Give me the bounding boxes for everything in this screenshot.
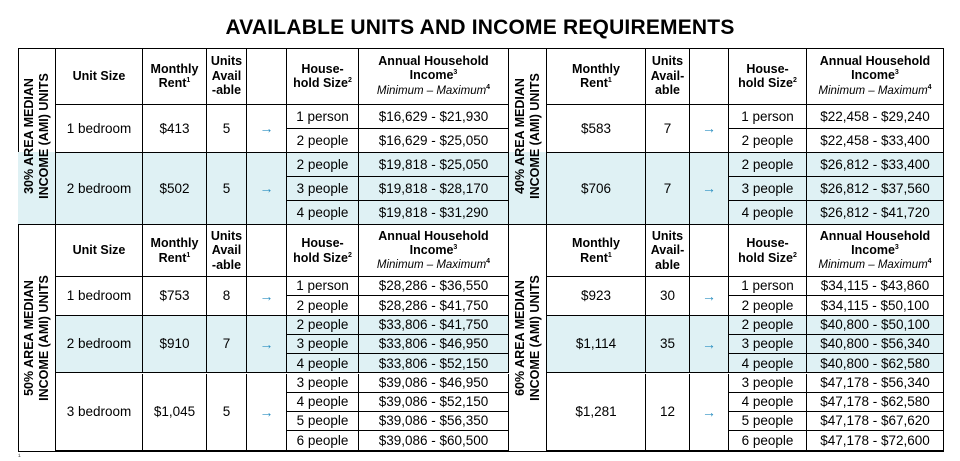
income-range-cell (359, 335, 509, 354)
income-range-value: $40,800 - $50,100 (820, 316, 930, 332)
household-size-cell (287, 296, 359, 315)
household-size-value: 5 people (741, 413, 794, 429)
household-footnote-mark: 2 (792, 251, 797, 259)
rent-footnote-mark: 1 (186, 251, 191, 259)
units-available-value: 7 (663, 180, 672, 196)
income-range-value: $16,629 - $25,050 (378, 132, 489, 148)
header-arrow-blank (690, 48, 729, 105)
units-available-value: 5 (222, 180, 231, 196)
monthly-rent-cell (143, 374, 207, 451)
household-size-value: 3 people (296, 336, 349, 352)
income-range-cell (359, 316, 509, 335)
units-available-value: 7 (222, 336, 231, 352)
monthly-rent-cell (143, 316, 207, 374)
header-arrow-blank (690, 225, 729, 277)
household-size-value: 2 people (741, 297, 794, 313)
income-range-cell (807, 335, 944, 354)
household-size-cell (287, 277, 359, 296)
household-size-cell (729, 105, 807, 129)
units-available-value: 5 (222, 120, 231, 136)
monthly-rent-cell (547, 374, 646, 451)
header-income-text: Annual Household Income$^3$ Minimum – Maximum$^4$ (376, 228, 491, 272)
min-max-footnote-mark: 4 (486, 258, 491, 266)
arrow-icon: → (259, 335, 274, 352)
household-size-cell (729, 354, 807, 373)
income-range-cell (359, 277, 509, 296)
household-size-value: 3 people (741, 180, 794, 196)
household-footnote-mark: 2 (347, 76, 352, 84)
household-size-value: 3 people (296, 180, 349, 196)
arrow-cell (690, 153, 729, 225)
header-annual-income (807, 48, 944, 105)
unit-size-value: 1 bedroom (66, 288, 132, 304)
min-max-label: Minimum – Maximum (818, 84, 928, 97)
income-range-value: $39,086 - $56,350 (378, 413, 489, 429)
income-range-cell (807, 431, 944, 450)
header-monthly-rent (143, 225, 207, 277)
header-monthly-rent (547, 48, 646, 105)
units-available-cell (646, 374, 690, 451)
income-range-cell (807, 374, 944, 393)
income-range-cell (359, 431, 509, 450)
ami-side-label-box (18, 48, 56, 225)
household-size-cell (287, 316, 359, 335)
arrow-icon: → (259, 403, 274, 420)
household-size-value: 2 people (741, 132, 794, 148)
units-available-cell (207, 316, 247, 374)
arrow-cell (690, 277, 729, 316)
ami-side-label-box (509, 48, 547, 225)
household-size-cell (287, 105, 359, 129)
monthly-rent-cell (547, 105, 646, 153)
units-available-value: 8 (222, 288, 231, 304)
ami-side-label: 50% AREA MEDIAN INCOME (AMI) UNITS (21, 275, 51, 401)
income-range-cell (807, 393, 944, 412)
units-available-cell (646, 277, 690, 316)
income-range-value: $19,818 - $25,050 (378, 156, 489, 172)
min-max-footnote-mark: 4 (927, 258, 932, 266)
household-size-cell (729, 277, 807, 296)
household-size-value: 2 people (741, 156, 794, 172)
household-footnote-mark: 2 (347, 251, 352, 259)
min-max-footnote-mark: 4 (486, 83, 491, 91)
rent-footnote-mark: 1 (607, 76, 612, 84)
household-size-value: 4 people (296, 355, 349, 371)
ami-side-label: 60% AREA MEDIAN INCOME (AMI) UNITS (512, 275, 542, 401)
arrow-cell (690, 316, 729, 374)
monthly-rent-value: $706 (580, 180, 612, 196)
arrow-cell (247, 153, 287, 225)
household-size-value: 1 person (296, 278, 349, 294)
income-range-value: $28,286 - $36,550 (378, 278, 489, 294)
unit-size-cell (56, 277, 143, 316)
income-range-cell (807, 412, 944, 431)
household-size-value: 3 people (296, 374, 349, 390)
income-range-value: $33,806 - $52,150 (378, 355, 489, 371)
header-rent-text: Monthly Rent$^1$ (150, 61, 199, 90)
income-range-value: $28,286 - $41,750 (378, 297, 489, 313)
header-income-text: Annual Household Income$^3$ Minimum – Maximum$^4$ (818, 228, 932, 272)
household-size-value: 4 people (296, 204, 349, 220)
unit-size-value: 1 bedroom (66, 120, 132, 136)
income-range-cell (807, 354, 944, 373)
arrow-cell (247, 374, 287, 451)
income-range-cell (807, 277, 944, 296)
monthly-rent-value: $1,114 (575, 336, 617, 352)
income-range-value: $40,800 - $62,580 (820, 355, 930, 371)
household-size-cell (287, 129, 359, 153)
header-units-available (646, 48, 690, 105)
monthly-rent-value: $1,045 (153, 403, 196, 419)
header-annual-income (807, 225, 944, 277)
household-size-cell (287, 335, 359, 354)
header-rent-text: Monthly Rent$^1$ (572, 61, 620, 90)
household-size-cell (729, 374, 807, 393)
arrow-cell (247, 105, 287, 153)
header-units-available (207, 48, 247, 105)
household-size-cell (729, 201, 807, 225)
income-range-value: $22,458 - $29,240 (820, 108, 930, 124)
household-size-cell (729, 393, 807, 412)
header-units-text: Units Avail -able (210, 228, 243, 272)
income-footnote-mark: 3 (453, 243, 458, 251)
household-size-value: 6 people (296, 432, 349, 448)
units-available-cell (646, 316, 690, 374)
header-rent-text: Monthly Rent$^1$ (572, 236, 620, 265)
header-household-size (287, 48, 359, 105)
footnote-fragment: ¹ (18, 452, 21, 461)
ami-side-label: 40% AREA MEDIAN INCOME (AMI) UNITS (512, 73, 542, 199)
monthly-rent-value: $583 (580, 120, 612, 136)
income-range-cell (359, 374, 509, 393)
header-units-available (207, 225, 247, 277)
arrow-cell (690, 105, 729, 153)
income-range-cell (807, 316, 944, 335)
household-size-cell (287, 393, 359, 412)
units-available-cell (646, 153, 690, 225)
household-size-cell (287, 412, 359, 431)
arrow-icon: → (259, 120, 274, 137)
income-footnote-mark: 3 (453, 69, 458, 77)
income-range-value: $19,818 - $31,290 (378, 204, 489, 220)
monthly-rent-value: $1,281 (575, 403, 617, 419)
monthly-rent-cell (547, 153, 646, 225)
monthly-rent-cell (547, 316, 646, 374)
household-size-value: 2 people (296, 316, 349, 332)
unit-size-value: 3 bedroom (66, 403, 132, 419)
units-available-value: 12 (659, 403, 676, 419)
units-available-value: 7 (663, 120, 672, 136)
household-size-cell (287, 153, 359, 177)
income-range-cell (807, 177, 944, 201)
income-range-value: $34,115 - $43,860 (820, 278, 930, 294)
household-size-cell (287, 431, 359, 450)
household-size-value: 1 person (741, 108, 794, 124)
household-size-value: 3 people (741, 374, 794, 390)
income-range-value: $39,086 - $52,150 (378, 394, 489, 410)
household-size-value: 4 people (741, 355, 794, 371)
arrow-icon: → (259, 287, 274, 304)
ami-side-label-box (18, 225, 56, 452)
household-footnote-mark: 2 (792, 76, 797, 84)
min-max-label: Minimum – Maximum (818, 259, 928, 272)
header-units-text: Units Avail- able (650, 54, 685, 98)
units-available-value: 30 (659, 288, 676, 304)
income-range-value: $26,812 - $37,560 (820, 180, 930, 196)
units-available-cell (207, 374, 247, 451)
header-unit-size-label: Unit Size (72, 68, 126, 83)
household-size-cell (729, 412, 807, 431)
household-size-value: 1 person (741, 278, 794, 294)
household-size-cell (287, 374, 359, 393)
header-units-available (646, 225, 690, 277)
income-range-value: $40,800 - $56,340 (820, 336, 930, 352)
arrow-icon: → (702, 180, 716, 197)
household-size-value: 4 people (296, 394, 349, 410)
household-size-value: 4 people (741, 204, 794, 220)
income-range-cell (359, 296, 509, 315)
page-title: AVAILABLE UNITS AND INCOME REQUIREMENTS (225, 16, 735, 39)
header-monthly-rent (547, 225, 646, 277)
header-unit-size (56, 225, 143, 277)
arrow-cell (247, 277, 287, 316)
income-range-cell (359, 412, 509, 431)
income-range-cell (807, 296, 944, 315)
units-available-value: 35 (659, 336, 676, 352)
income-range-value: $47,178 - $67,620 (820, 413, 930, 429)
household-size-cell (287, 354, 359, 373)
household-size-cell (729, 431, 807, 450)
min-max-label: Minimum – Maximum (376, 84, 487, 97)
household-size-value: 4 people (741, 394, 794, 410)
header-household-text: House- hold Size$^2$ (293, 236, 352, 265)
header-annual-income (359, 225, 509, 277)
income-range-value: $19,818 - $28,170 (378, 180, 489, 196)
monthly-rent-cell (143, 277, 207, 316)
arrow-icon: → (702, 403, 716, 420)
header-income-text: Annual Household Income$^3$ Minimum – Maximum$^4$ (818, 54, 932, 97)
arrow-icon: → (259, 180, 274, 197)
arrow-icon: → (702, 120, 716, 137)
household-size-value: 1 person (296, 108, 349, 124)
monthly-rent-cell (547, 277, 646, 316)
income-range-cell (807, 129, 944, 153)
ami-side-label: 30% AREA MEDIAN INCOME (AMI) UNITS (21, 73, 51, 199)
min-max-label: Minimum – Maximum (376, 259, 487, 272)
header-income-text: Annual Household Income$^3$ Minimum – Maximum$^4$ (376, 54, 491, 97)
header-arrow-blank (247, 225, 287, 277)
household-size-cell (729, 129, 807, 153)
monthly-rent-value: $753 (159, 288, 190, 304)
rent-footnote-mark: 1 (607, 251, 612, 259)
arrow-icon: → (702, 287, 716, 304)
income-range-cell (359, 153, 509, 177)
arrow-icon: → (702, 335, 716, 352)
monthly-rent-value: $923 (580, 288, 612, 304)
units-available-cell (646, 105, 690, 153)
unit-size-cell (56, 153, 143, 225)
income-range-cell (359, 129, 509, 153)
header-annual-income (359, 48, 509, 105)
header-arrow-blank (247, 48, 287, 105)
unit-size-cell (56, 316, 143, 374)
income-footnote-mark: 3 (894, 243, 899, 251)
income-range-cell (359, 177, 509, 201)
household-size-value: 2 people (296, 297, 349, 313)
income-range-value: $47,178 - $72,600 (820, 432, 930, 448)
header-unit-size-label: Unit Size (72, 243, 126, 258)
household-size-value: 5 people (296, 413, 349, 429)
unit-size-value: 2 bedroom (66, 180, 132, 196)
header-units-text: Units Avail -able (210, 54, 243, 98)
units-available-cell (207, 105, 247, 153)
household-size-cell (729, 153, 807, 177)
income-range-value: $47,178 - $56,340 (820, 374, 930, 390)
income-range-cell (359, 354, 509, 373)
household-size-value: 2 people (741, 316, 794, 332)
household-size-value: 6 people (741, 432, 794, 448)
household-size-value: 2 people (296, 156, 349, 172)
units-available-cell (207, 277, 247, 316)
unit-size-cell (56, 374, 143, 451)
household-size-cell (729, 316, 807, 335)
arrow-cell (690, 374, 729, 451)
arrow-cell (247, 316, 287, 374)
household-size-cell (729, 177, 807, 201)
header-household-size (729, 48, 807, 105)
income-range-value: $34,115 - $50,100 (820, 297, 930, 313)
income-range-value: $47,178 - $62,580 (820, 394, 930, 410)
monthly-rent-value: $413 (159, 120, 190, 136)
income-range-value: $26,812 - $41,720 (820, 204, 930, 220)
income-footnote-mark: 3 (894, 69, 899, 77)
household-size-cell (287, 201, 359, 225)
income-range-cell (807, 201, 944, 225)
household-size-cell (287, 177, 359, 201)
rent-footnote-mark: 1 (186, 76, 191, 84)
income-range-value: $39,086 - $46,950 (378, 374, 489, 390)
monthly-rent-value: $502 (159, 180, 190, 196)
min-max-footnote-mark: 4 (927, 83, 932, 91)
income-range-cell (807, 105, 944, 129)
household-size-value: 2 people (296, 132, 349, 148)
header-household-size (729, 225, 807, 277)
header-units-text: Units Avail- able (650, 228, 685, 272)
header-unit-size (56, 48, 143, 105)
income-range-value: $33,806 - $46,950 (378, 336, 489, 352)
income-range-value: $26,812 - $33,400 (820, 156, 930, 172)
monthly-rent-cell (143, 105, 207, 153)
monthly-rent-cell (143, 153, 207, 225)
household-size-cell (729, 335, 807, 354)
units-available-cell (207, 153, 247, 225)
monthly-rent-value: $910 (159, 336, 190, 352)
units-available-value: 5 (222, 403, 231, 419)
header-household-text: House- hold Size$^2$ (738, 236, 797, 265)
income-range-cell (359, 201, 509, 225)
income-range-value: $16,629 - $21,930 (378, 108, 489, 124)
header-monthly-rent (143, 48, 207, 105)
income-range-value: $39,086 - $60,500 (378, 432, 489, 448)
income-range-cell (359, 105, 509, 129)
unit-size-cell (56, 105, 143, 153)
header-household-text: House- hold Size$^2$ (293, 61, 352, 90)
header-household-text: House- hold Size$^2$ (738, 61, 797, 90)
income-range-value: $22,458 - $33,400 (820, 132, 930, 148)
income-range-cell (807, 153, 944, 177)
header-household-size (287, 225, 359, 277)
income-range-value: $33,806 - $41,750 (378, 316, 489, 332)
ami-side-label-box (509, 225, 547, 452)
income-range-cell (359, 393, 509, 412)
header-rent-text: Monthly Rent$^1$ (150, 236, 199, 265)
unit-size-value: 2 bedroom (66, 336, 132, 352)
household-size-value: 3 people (741, 336, 794, 352)
household-size-cell (729, 296, 807, 315)
